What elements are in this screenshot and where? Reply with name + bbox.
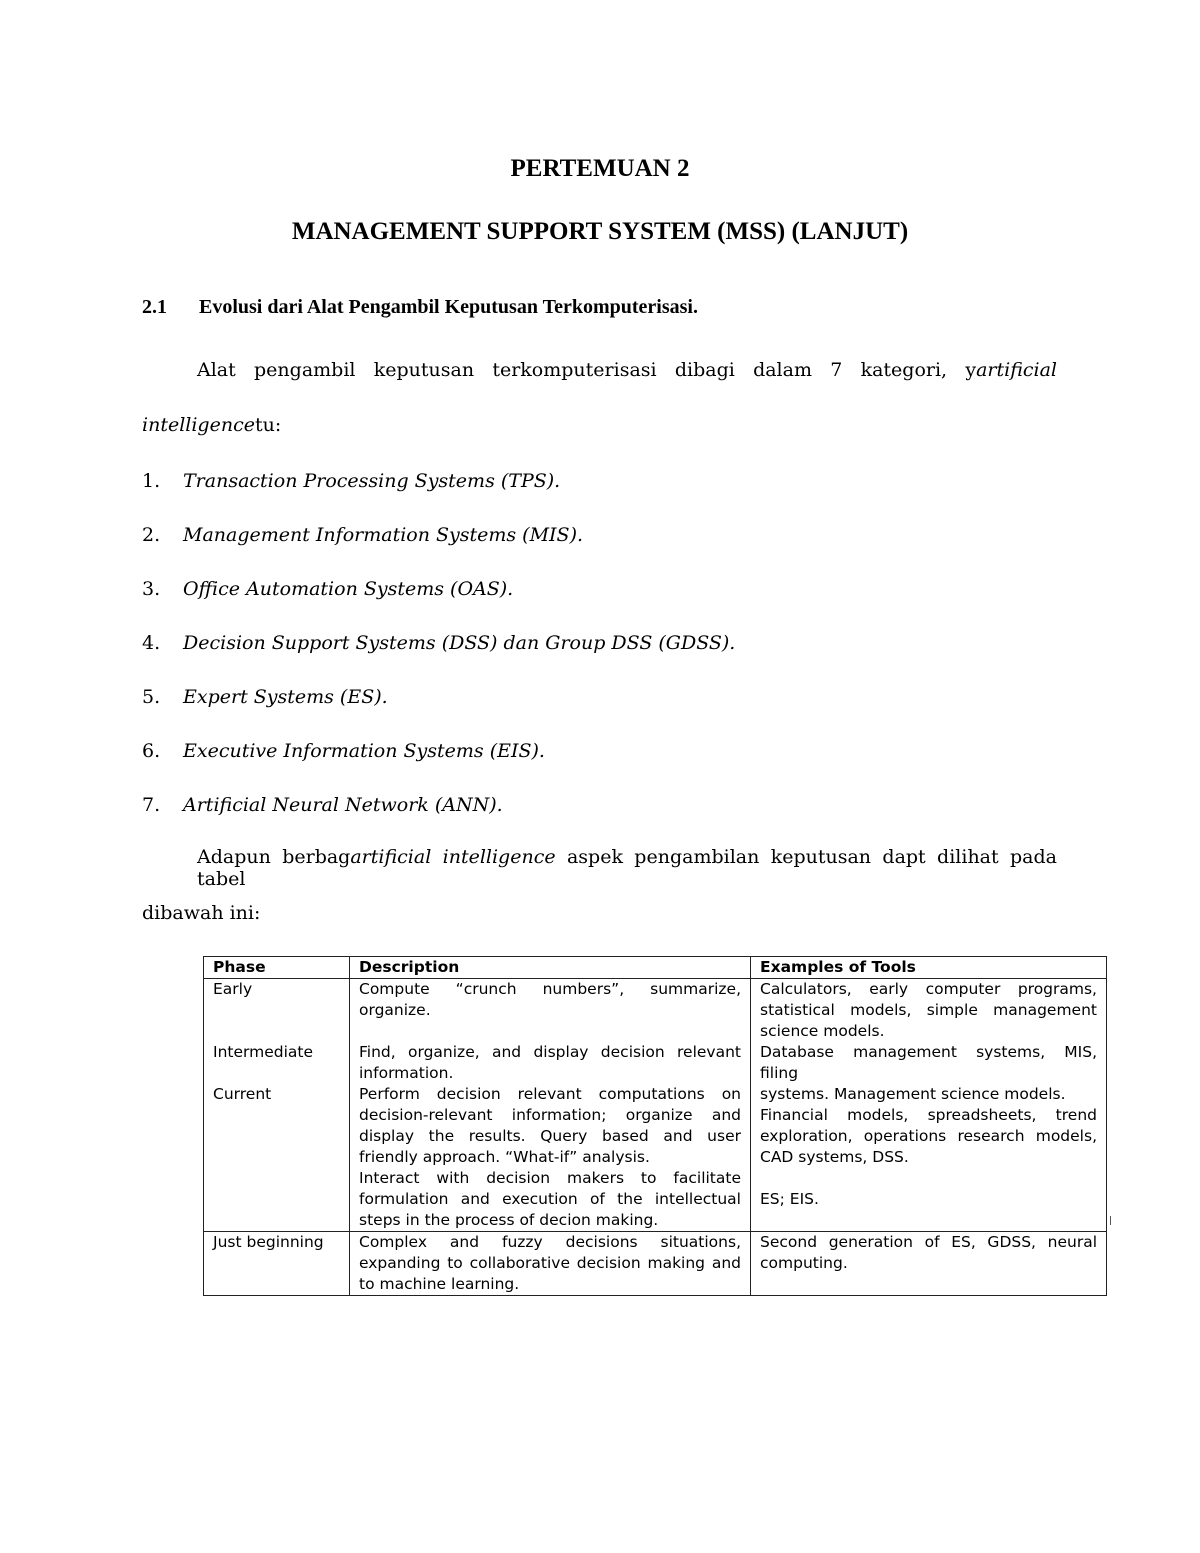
table-intro-line2: dibawah ini: xyxy=(142,902,261,924)
description-cell xyxy=(350,1232,751,1296)
phases-table xyxy=(203,956,1107,1296)
description-cell xyxy=(350,979,751,1232)
list-number: 7. xyxy=(142,794,161,816)
desc-line: to machine learning. xyxy=(359,1275,520,1293)
list-text: Management Information Systems (MIS). xyxy=(183,524,584,546)
list-text: Office Automation Systems (OAS). xyxy=(183,578,514,600)
tools-line: Calculators, early computer programs, xyxy=(760,980,1097,998)
desc-line: formulation and execution of the intellectual xyxy=(359,1190,741,1208)
tools-line: CAD systems, DSS. xyxy=(760,1148,909,1166)
list-number: 3. xyxy=(142,578,161,600)
desc-line: information. xyxy=(359,1064,454,1082)
phase-just-beginning: Just beginning xyxy=(204,1232,350,1296)
tools-line: computing. xyxy=(760,1254,848,1272)
page-subtitle: MANAGEMENT SUPPORT SYSTEM (MSS) (LANJUT) xyxy=(291,218,909,245)
intro-italic-2: intelligence xyxy=(142,414,255,436)
intro-paragraph-line2 xyxy=(142,414,281,436)
phase-intermediate: Intermediate xyxy=(213,1043,314,1061)
list-number: 1. xyxy=(142,470,161,492)
list-item xyxy=(142,686,735,740)
page-title: PERTEMUAN 2 xyxy=(510,155,690,182)
intro-text: Alat pengambil keputusan terkomputerisasi dibagi dalam 7 kategori, y xyxy=(197,359,977,381)
desc-line: expanding to collaborative decision making and xyxy=(359,1254,741,1272)
list-item xyxy=(142,578,735,632)
list-item xyxy=(142,470,735,524)
list-item xyxy=(142,794,735,848)
list-number: 6. xyxy=(142,740,161,762)
desc-line: display the results. Query based and user xyxy=(359,1127,741,1145)
desc-line: decision-relevant information; organize and xyxy=(359,1106,741,1124)
tools-line: science models. xyxy=(760,1022,885,1040)
tools-line: statistical models, simple management xyxy=(760,1001,1097,1019)
tools-line: exploration, operations research models, xyxy=(760,1127,1097,1145)
phase-early: Early xyxy=(213,980,253,998)
desc-line: Perform decision relevant computations on xyxy=(359,1085,741,1103)
list-item xyxy=(142,524,735,578)
list-number: 4. xyxy=(142,632,161,654)
header-phase: Phase xyxy=(204,957,350,979)
desc-line: Compute “crunch numbers”, summarize, xyxy=(359,980,741,998)
phase-current: Current xyxy=(213,1085,272,1103)
tools-line: Second generation of ES, GDSS, neural xyxy=(760,1233,1097,1251)
margin-mark xyxy=(1110,1216,1111,1225)
list-text: Artificial Neural Network (ANN). xyxy=(183,794,503,816)
intro-italic: artificial xyxy=(976,359,1057,381)
tools-cell xyxy=(751,1232,1107,1296)
list-number: 5. xyxy=(142,686,161,708)
list-item xyxy=(142,632,735,686)
section-heading-text: Evolusi dari Alat Pengambil Keputusan Terkomputerisasi. xyxy=(199,296,698,318)
list-text: Decision Support Systems (DSS) dan Group DSS (GDSS). xyxy=(183,632,736,654)
table-row xyxy=(204,979,1107,1232)
list-number: 2. xyxy=(142,524,161,546)
tools-line: ES; EIS. xyxy=(760,1190,819,1208)
header-description: Description xyxy=(350,957,751,979)
table-intro-line1 xyxy=(197,846,1057,890)
category-list xyxy=(142,470,735,848)
tools-line: systems. Management science models. xyxy=(760,1085,1066,1103)
desc-line: Interact with decision makers to facilitate xyxy=(359,1169,741,1187)
section-heading xyxy=(142,296,698,319)
table-header-row xyxy=(204,957,1107,979)
tools-line: Database management systems, MIS, filing xyxy=(760,1043,1097,1082)
desc-line: organize. xyxy=(359,1001,431,1019)
tools-line: Financial models, spreadsheets, trend xyxy=(760,1106,1097,1124)
desc-line: Find, organize, and display decision relevant xyxy=(359,1043,741,1061)
table-intro-italic: artificial intelligence xyxy=(350,846,556,868)
intro-paragraph-line1 xyxy=(197,359,1057,381)
table-row xyxy=(204,1232,1107,1296)
list-text: Executive Information Systems (EIS). xyxy=(183,740,545,762)
phase-cell xyxy=(204,979,350,1232)
intro-text-2: tu: xyxy=(254,414,282,436)
table-intro-text: Adapun berbag xyxy=(197,846,351,868)
header-tools: Examples of Tools xyxy=(751,957,1107,979)
list-text: Transaction Processing Systems (TPS). xyxy=(183,470,561,492)
desc-line: steps in the process of decion making. xyxy=(359,1211,659,1229)
list-text: Expert Systems (ES). xyxy=(183,686,388,708)
tools-cell xyxy=(751,979,1107,1232)
desc-line: friendly approach. “What-if” analysis. xyxy=(359,1148,650,1166)
desc-line: Complex and fuzzy decisions situations, xyxy=(359,1233,741,1251)
section-number: 2.1 xyxy=(142,296,167,318)
table-intro-text-2: aspek pengambilan keputusan dapt dilihat pada tabel xyxy=(197,846,1057,890)
list-item xyxy=(142,740,735,794)
